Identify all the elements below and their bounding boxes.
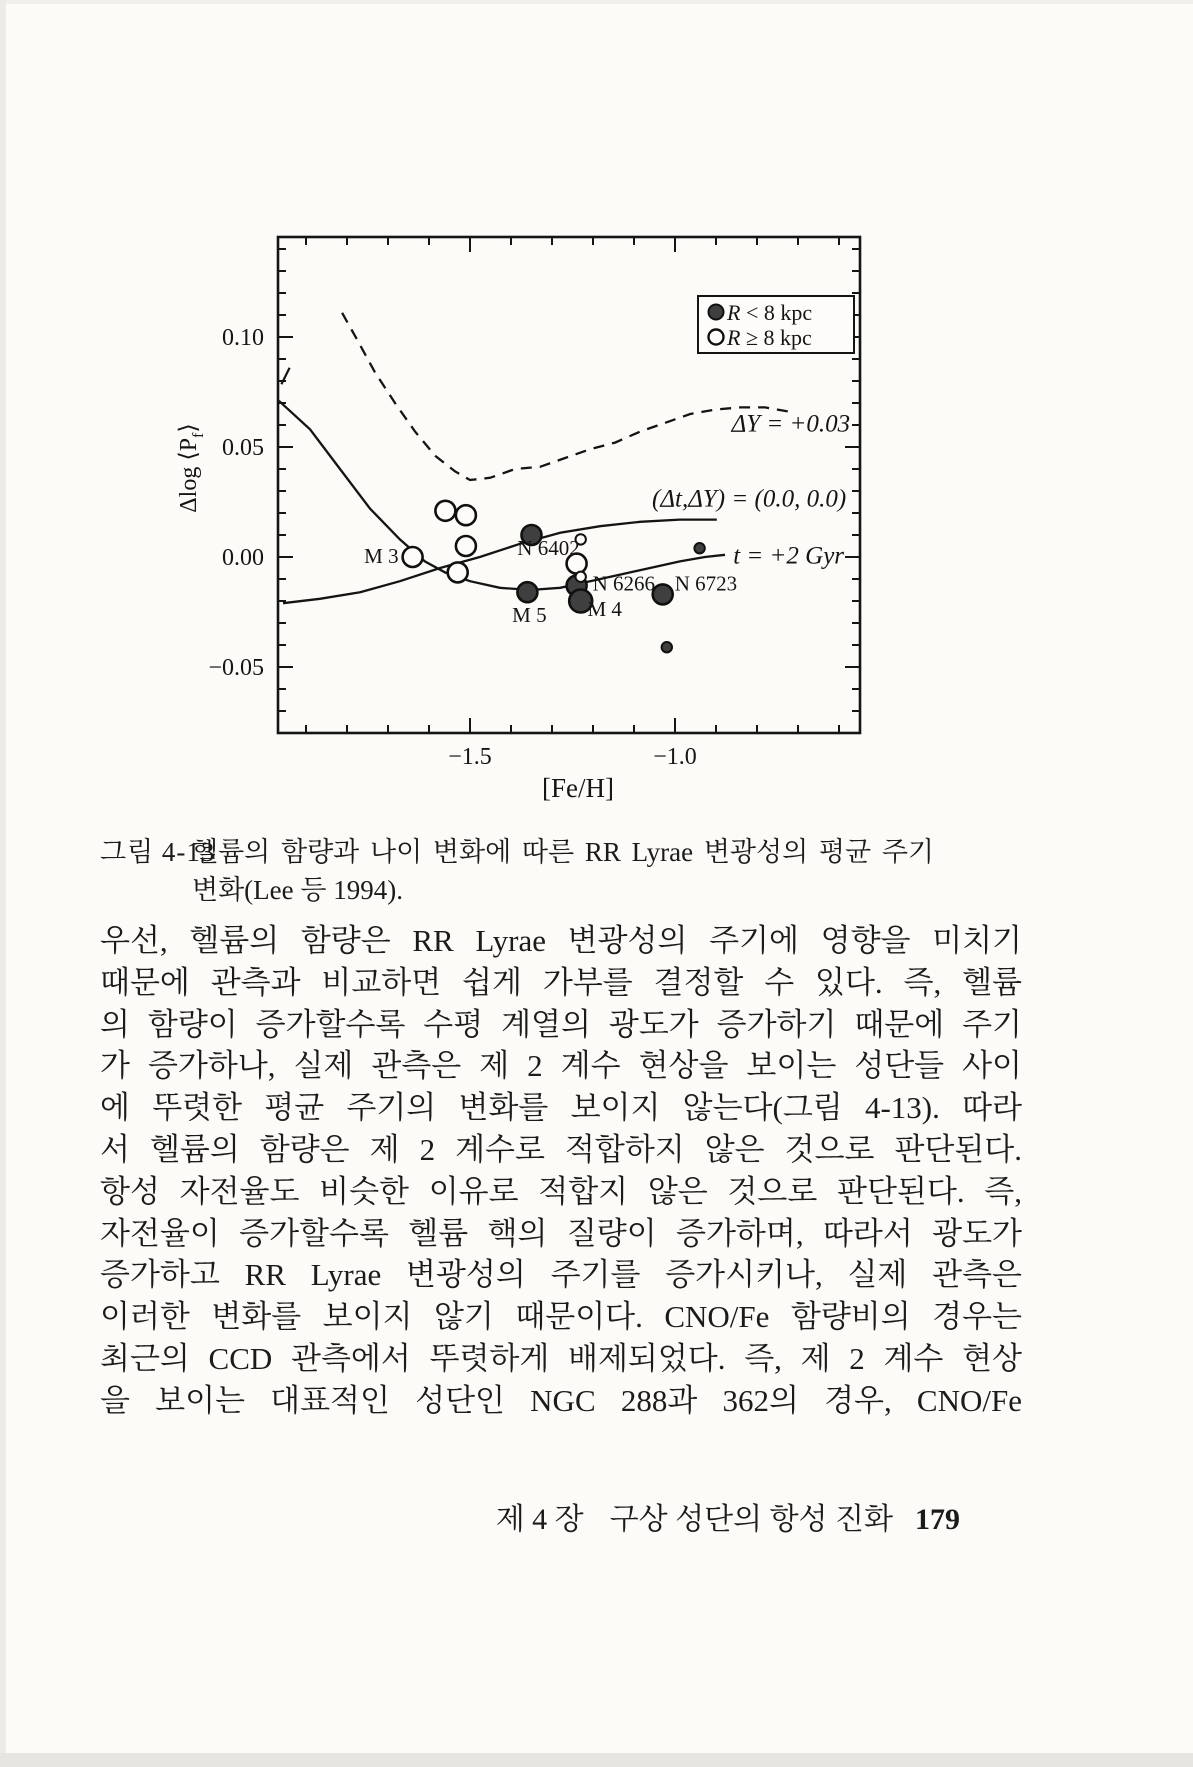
figure-4-13 [140,200,920,820]
footer-page-number: 179 [915,1503,960,1536]
cluster-label: M 3 [364,544,399,568]
x-tick-label: −1.0 [653,744,697,770]
scan-edge-top [0,0,1193,4]
legend-label-outer: R ≥ 8 kpc [727,325,812,350]
figure-caption-tag: 그림 4-13 [100,837,216,867]
cluster-label: N 6266 [592,571,656,596]
body-line: 가 증가하나, 실제 관측은 제 2 계수 현상을 보이는 성단들 사이 [100,1048,1022,1084]
figure-caption-line2: 변화(Lee 등 1994). [192,875,403,905]
curve-label: ΔY = +0.03 [731,410,851,438]
footer-section-title: 구상 성단의 항성 진화 [609,1503,893,1536]
data-point [456,505,476,525]
body-line: 서 헬륨의 함량은 제 2 계수로 적합하지 않은 것으로 판단된다. [100,1131,1022,1167]
legend-marker-filled-circle [709,305,724,320]
x-tick-label: −1.5 [448,744,492,770]
page-footer [496,1494,960,1538]
y-tick-label: 0.10 [222,325,264,351]
data-point [435,501,455,521]
legend-label-inner: R < 8 kpc [727,300,813,325]
data-point [653,584,673,604]
data-point [662,642,672,652]
figure-caption-line1: 헬륨의 함량과 나이 변화에 따른 RR Lyrae 변광성의 평균 주기 [192,837,934,867]
y-axis-label: Δlog $⟨P_f⟩$ [176,423,207,513]
curve-annotations [652,411,850,570]
body-paragraph [100,920,1022,1422]
body-line: 항성 자전율도 비슷한 이유로 적합지 않은 것으로 판단된다. 즉, [100,1173,1022,1209]
data-point [403,547,423,567]
legend [698,296,854,353]
body-line: 을 보이는 대표적인 성단인 NGC 288과 362의 경우, CNO/Fe [100,1382,1022,1418]
cluster-label: N 6723 [674,571,738,596]
cluster-label: M 5 [512,603,547,628]
footer-chapter: 제 4 장 [495,1503,584,1536]
legend-marker-open-circle [709,330,724,345]
scan-edge-left [0,0,6,1767]
body-line: 의 함량이 증가할수록 수평 계열의 광도가 증가하기 때문에 주기 [100,1006,1022,1042]
curve-label: (Δt,ΔY) = (0.0, 0.0) [652,485,847,513]
y-tick-label: 0.05 [222,435,264,461]
data-point [576,572,586,582]
cluster-label: N 6402 [517,536,580,560]
rr-lyrae-period-shift-chart [140,200,920,820]
scan-edge-bottom [0,1753,1193,1767]
body-line: 때문에 관측과 비교하면 쉽게 가부를 결정할 수 있다. 즉, 헬륨 [100,964,1022,1000]
data-point [517,582,537,602]
body-line: 자전율이 증가할수록 헬륨 핵의 질량이 증가하며, 따라서 광도가 [100,1215,1022,1251]
curve-label: t = +2 Gyr [733,542,845,570]
body-line: 이러한 변화를 보이지 않기 때문이다. CNO/Fe 함량비의 경우는 [100,1299,1022,1335]
x-axis-label: [Fe/H] [542,773,614,803]
body-line: 에 뚜렷한 평균 주기의 변화를 보이지 않는다(그림 4-13). 따라 [100,1090,1022,1126]
data-point [448,562,468,582]
cluster-label: M 4 [587,597,622,621]
figure-caption-text [192,833,934,909]
y-tick-label: −0.05 [208,655,264,681]
data-points [403,501,705,653]
data-point [456,536,476,556]
body-line: 증가하고 RR Lyrae 변광성의 주기를 증가시키나, 실제 관측은 [100,1257,1022,1293]
data-point [694,543,704,553]
body-line: 최근의 CCD 관측에서 뚜렷하게 배제되었다. 즉, 제 2 계수 현상 [100,1340,1022,1376]
body-line: 우선, 헬륨의 함량은 RR Lyrae 변광성의 주기에 영향을 미치기 [100,923,1022,958]
y-tick-label: 0.00 [222,545,264,571]
